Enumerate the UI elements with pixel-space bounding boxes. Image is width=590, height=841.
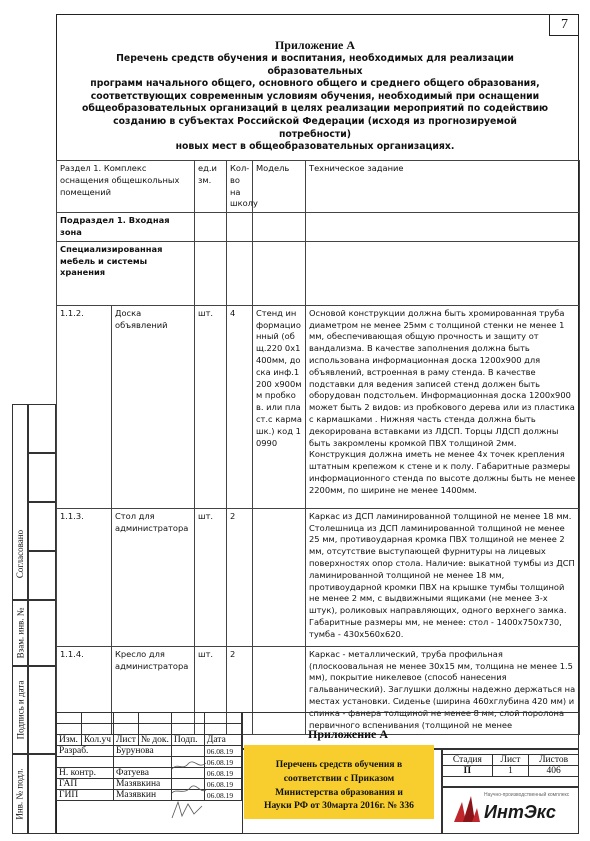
header-line: соответствующих современным условиям обучения, необходимый при оснащении [90, 90, 540, 102]
agreed-label: Согласовано [15, 529, 26, 579]
header-unit: ед.и зм. [195, 161, 227, 213]
header-qty: Кол-во на школу [227, 161, 253, 213]
appendix-title: Приложение А [274, 38, 356, 52]
highlight-text: Перечень средств обучения в соответствии с Приказом Министерства образования и Науки РФ от 30марта 2016г. № 336 [264, 759, 414, 812]
logo-text: ИнтЭкс [484, 802, 556, 822]
logo-mark-icon [454, 794, 480, 822]
row-unit: шт. [195, 646, 227, 734]
header-line: общеобразовательных организаций в целях реализации мероприятий по содействию [81, 103, 549, 115]
row-model [253, 508, 306, 646]
page-number: 7 [549, 14, 579, 36]
table-row [57, 508, 580, 646]
row-spec: Основой конструкции должна быть хромированная труба диаметром не менее 25мм с толщиной стенки не менее 1 мм, обеспечивающая общую прочность и защиту от вандализма. В качестве заполнения должна быть использована информационная доска 1200х900 для объявлений, встроенная в раму стенда. В качестве подставки для ведения записей стенд должен быть оборудован подстольем. Информационная доска 1200х900 может быть 2 видов: из пробкового дерева или из пластика с кармашками . Нижняя часть стенда должна быть декорирована вставками из ЛДСП. Торцы ЛДСП должны быть закромлены кромкой ПВХ толщиной 2мм. Конструкция должна иметь не менее 4х точек крепления штатным крепежом к стене и к полу. Габаритные размеры информационного стенда по высоте должны быть не менее 2200мм, по ширине не менее 1400мм. [306, 305, 580, 508]
stage-header: Стадия [443, 755, 493, 766]
stage-table [442, 754, 579, 777]
row-qty: 2 [227, 646, 253, 734]
row-number: 1.1.2. [57, 305, 112, 508]
revision-table [56, 712, 242, 801]
row-spec: Каркас из ДСП ламинированной толщиной не менее 18 мм. Столешница из ДСП ламинированной толщиной не менее 25 мм, противоударная кромка ПВХ толщиной не менее 2 мм, отсутствие выступающей фурнитуры на лицевых поверхностях опор стола. Наличие: выкатной тумбы из ДСП ламинированной толщиной не менее 18 мм, противоударной кромки ПВХ на крышке тумбы толщиной не менее 2 мм, с выдвижными ящиками (не менее 3-х штук), роликовых направляющих, одного верхнего замка. Габаритные размеры мм, не менее: стол - 1400х750х730, тумба - 430х560х620. [306, 508, 580, 646]
title-block-title: Приложение А [308, 727, 389, 741]
header-line: программ начального общего, основного общего и среднего общего образования, [90, 78, 540, 90]
row-name: Доска объявлений [112, 305, 195, 508]
col-count: Кол.уч [81, 735, 113, 746]
header-line: новых мест в общеобразовательных организациях. [175, 141, 455, 153]
signature-scribble [170, 785, 208, 797]
row-model: Стенд информационный (общ.220 0х1400мм, доска инф.1200 х900мм пробков. или пласт.с кармашк.) код 10990 [253, 305, 306, 508]
sheet-header: Лист [492, 755, 528, 766]
row-qty: 4 [227, 305, 253, 508]
group-label: Специализированная мебель и системы хранения [57, 241, 195, 305]
person-row: Разраб. Бурунова 06.08.19 [57, 746, 242, 757]
col-change: Изм. [57, 735, 82, 746]
signature-date-label: Подпись и дата [15, 680, 25, 740]
group-row [57, 241, 580, 305]
person-row: Н. контр. Фатуева 06.08.19 [57, 768, 242, 779]
header-model: Модель [253, 161, 306, 213]
logo-small-text: Научно-производственный комплекс [484, 792, 570, 798]
subsection-row [57, 213, 580, 242]
row-unit: шт. [195, 305, 227, 508]
row-qty: 2 [227, 508, 253, 646]
row-name: Стол для администратора [112, 508, 195, 646]
replace-inv-label: Взам. инв. № [15, 607, 25, 659]
col-sign: Подп. [171, 735, 204, 746]
stage-value: П [443, 766, 493, 777]
header-line: созданию в субъектах Российской Федерации (исходя из прогнозируемой потребности) [113, 115, 517, 140]
subsection-label: Подраздел 1. Входная зона [57, 213, 195, 242]
sheet-value: 1 [492, 766, 528, 777]
col-sheet: Лист [113, 735, 138, 746]
row-number: 1.1.4. [57, 646, 112, 734]
table-header-row [57, 161, 580, 213]
col-date: Дата [204, 735, 241, 746]
side-stamp [12, 404, 56, 834]
row-spec: Каркас - металлический, труба профильная (плоскоовальная не менее 30х15 мм, толщина не менее 1.5 мм), покрытие никелевое (способ нанесения гальванический). Заглушки должны надежно держаться на местах установки. Сиденье (ширина 460хглубина 420 мм) и спинка - фанера толщиной не менее 8 мм, слой поролона первичного вспенивания (толщиной не менее [306, 646, 580, 734]
person-row: ГАП Мазявкина 06.08.19 [57, 779, 242, 790]
row-name: Кресло для администратора [112, 646, 195, 734]
equipment-table [56, 160, 580, 735]
header-line: Перечень средств обучения и воспитания, необходимых для реализации образовательных [116, 53, 514, 77]
person-row: 06.08.19 [57, 757, 242, 768]
sheets-value: 406 [529, 766, 579, 777]
original-inv-label: Инв. № подл. [15, 768, 25, 820]
document-header [80, 38, 550, 154]
header-section: Раздел 1. Комплекс оснащения общешкольных помещений [57, 161, 195, 213]
company-logo [448, 790, 573, 828]
sheets-header: Листов [529, 755, 579, 766]
signature-scribble [168, 800, 206, 820]
header-spec: Техническое задание [306, 161, 580, 213]
table-row [57, 305, 580, 508]
row-unit: шт. [195, 508, 227, 646]
col-docno: № док. [138, 735, 171, 746]
row-number: 1.1.3. [57, 508, 112, 646]
person-row: ГИП Мазявкин 06.08.19 [57, 790, 242, 801]
signature-scribble [170, 760, 208, 772]
